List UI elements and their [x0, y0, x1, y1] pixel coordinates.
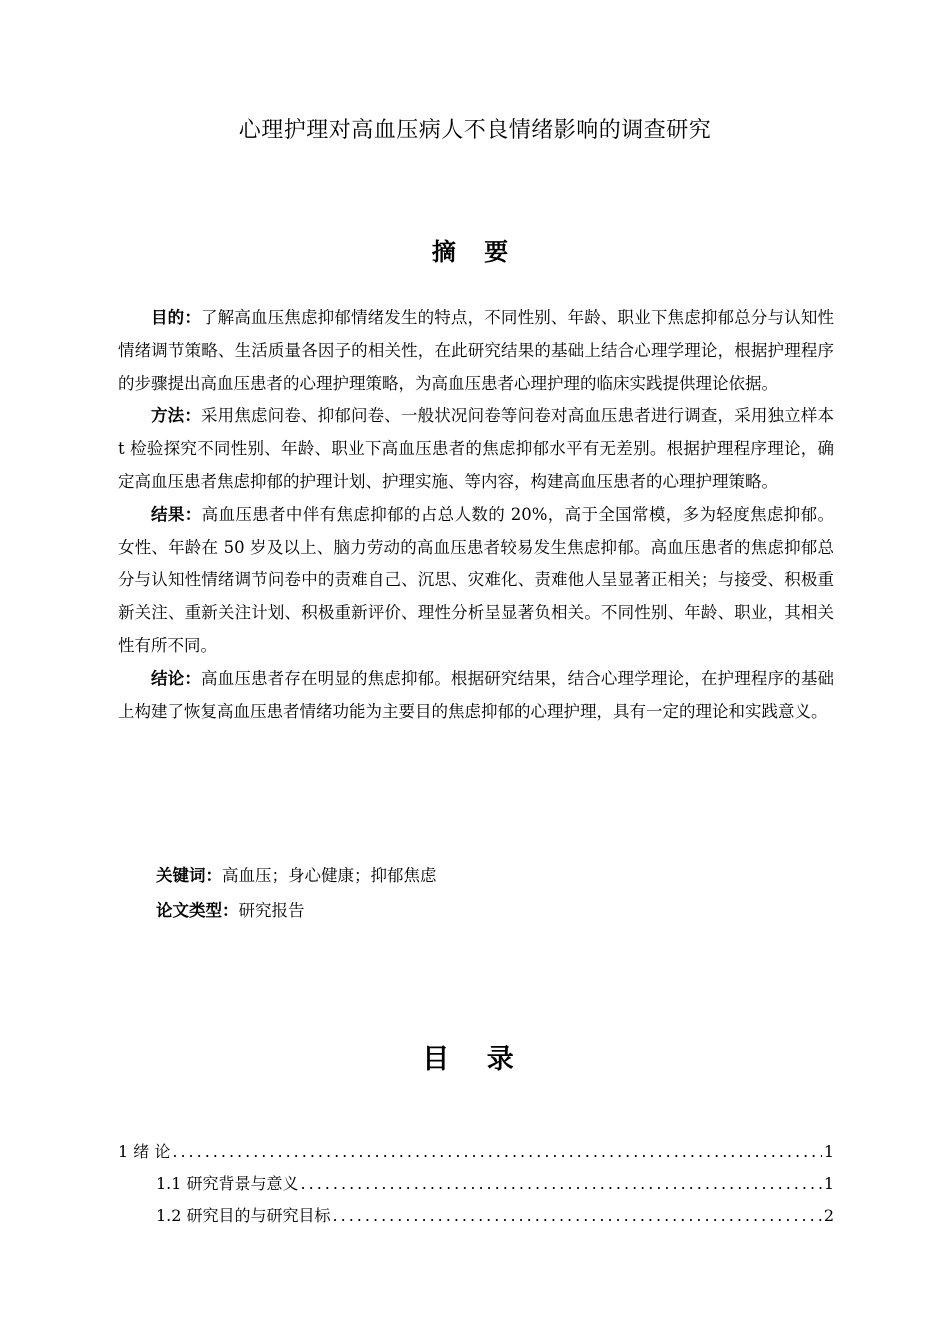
- abstract-body: [118, 302, 834, 728]
- paragraph-lead: 目的：: [151, 308, 201, 327]
- paper-type-value: 研究报告: [238, 901, 305, 920]
- paragraph-lead: 结论：: [151, 668, 201, 688]
- paragraph-text: 高血压患者存在明显的焦虑抑郁。根据研究结果，结合心理学理论，在护理程序的基础上构建了恢复高血压患者情绪功能为主要目的焦虑抑郁的心理护理，具有一定的理论和实践意义。: [118, 668, 835, 721]
- toc-entry-page: 1: [823, 1142, 834, 1161]
- abstract-paragraph-result: [118, 499, 834, 663]
- paragraph-text: 采用焦虑问卷、抑郁问卷、一般状况问卷等问卷对高血压患者进行调查，采用独立样本 t 检验探究不同性别、年龄、职业下高血压患者的焦虑抑郁水平有无差别。根据护理程序理论，确定高血压患者焦虑抑郁的护理计划、护理实施、等内容，构建高血压患者的心理护理策略。: [118, 406, 835, 491]
- keywords-value: 高血压；身心健康；抑郁焦虑: [222, 866, 437, 885]
- toc-entry[interactable]: [118, 1168, 834, 1200]
- abstract-heading: 摘 要: [431, 238, 519, 266]
- toc-entry-page: 2: [823, 1206, 834, 1225]
- toc-entry-label: 1.1 研究背景与意义: [156, 1174, 299, 1193]
- toc-leader-dots: [301, 1168, 822, 1200]
- toc-entry-label: 1.2 研究目的与研究目标: [156, 1206, 331, 1225]
- paragraph-lead: 方法：: [151, 406, 201, 426]
- toc-entry-label: 1 绪 论: [118, 1142, 171, 1161]
- toc-entry[interactable]: [118, 1200, 834, 1232]
- table-of-contents: [118, 1136, 834, 1232]
- abstract-paragraph-purpose: [118, 302, 834, 400]
- document-title: 心理护理对高血压病人不良情绪影响的调查研究: [238, 118, 712, 143]
- paper-type-label: 论文类型：: [156, 901, 239, 920]
- paragraph-text: 了解高血压焦虑抑郁情绪发生的特点，不同性别、年龄、职业下焦虑抑郁总分与认知性情绪调节策略、生活质量各因子的相关性，在此研究结果的基础上结合心理学理论，根据护理程序的步骤提出高血压患者的心理护理策略，为高血压患者心理护理的临床实践提供理论依据。: [118, 308, 835, 393]
- toc-leader-dots: [172, 1136, 821, 1168]
- toc-entry-page: 1: [823, 1174, 834, 1193]
- abstract-meta: [156, 858, 836, 928]
- paragraph-lead: 结果：: [151, 504, 202, 524]
- paragraph-text: 高血压患者中伴有焦虑抑郁的占总人数的 20%，高于全国常模，多为轻度焦虑抑郁。女性、年龄在 50 岁及以上、脑力劳动的高血压患者较易发生焦虑抑郁。高血压患者的焦虑抑郁总分与认知性情绪调节问卷中的责难自己、沉思、灾难化、责难他人呈显著正相关；与接受、积极重新关注、重新关注计划、积极重新评价、理性分析呈显著负相关。不同性别、年龄、职业，其相关性有所不同。: [118, 504, 835, 655]
- abstract-paragraph-conclusion: [118, 663, 834, 729]
- toc-leader-dots: [333, 1200, 822, 1232]
- keywords-label: 关键词：: [156, 866, 222, 885]
- abstract-paragraph-method: [118, 400, 834, 498]
- paper-type-line: [156, 893, 836, 928]
- keywords-line: [156, 858, 836, 893]
- toc-heading: 目 录: [422, 1044, 528, 1075]
- toc-entry[interactable]: [118, 1136, 834, 1168]
